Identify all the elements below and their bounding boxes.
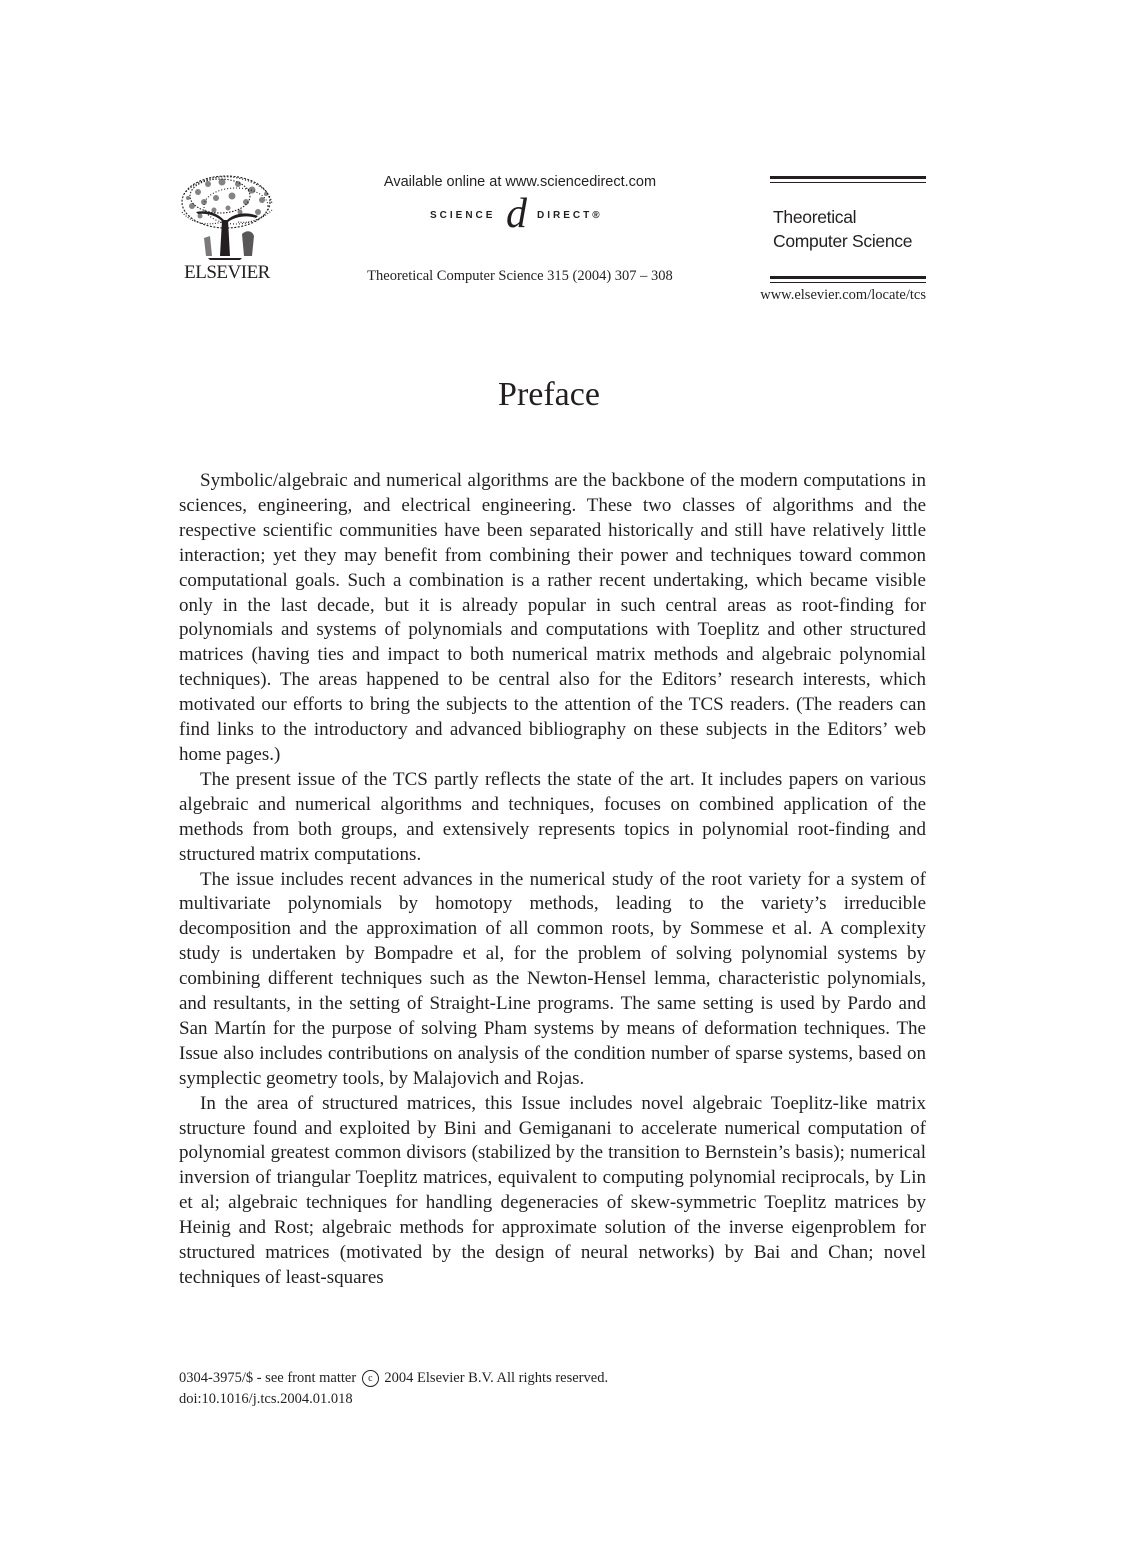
elsevier-logo <box>176 172 278 284</box>
journal-rule-bottom <box>770 276 926 283</box>
journal-url: www.elsevier.com/locate/tcs <box>760 287 926 303</box>
sciencedirect-logo-left: SCIENCE <box>430 210 496 221</box>
sciencedirect-logo-right: DIRECT® <box>537 210 603 221</box>
doi-line: doi:10.1016/j.tcs.2004.01.018 <box>179 1390 353 1407</box>
publisher-name: ELSEVIER <box>184 262 270 283</box>
body-paragraph: The present issue of the TCS partly reflects the state of the art. It includes papers on various algebraic and numerical algorithms and techniques, focuses on combined application of the methods from both groups, and extensively represents topics in polynomial root-finding and structured matrix computations. <box>179 768 926 865</box>
body-paragraph: In the area of structured matrices, this Issue includes novel algebraic Toeplitz-like matrix structure found and exploited by Bini and Gemiganani to accelerate numerical computation of polynomial greatest common divisors (stabilized by the transition to Bernstein’s basis); numerical inversion of triangular Toeplitz matrices, equivalent to computing polynomial reciprocals, by Lin et al; algebraic techniques for handling degeneracies of skew-symmetric Toeplitz matrices by Heinig and Rost; algebraic methods for approximate solution of the inverse eigenproblem for structured matrices (motivated by the design of neural networks) by Bai and Chan; novel techniques of least-squares <box>179 1092 926 1288</box>
copyright-text: 2004 Elsevier B.V. All rights reserved. <box>384 1370 609 1386</box>
elsevier-tree-icon <box>178 172 276 260</box>
page-title: Preface <box>498 376 600 413</box>
available-online-notice: Available online at www.sciencedirect.com <box>383 174 657 190</box>
sciencedirect-logo <box>420 191 620 237</box>
copyright-icon: c <box>362 1370 379 1387</box>
article-header <box>0 0 1134 320</box>
journal-title-line-2: Computer Science <box>773 231 913 251</box>
body-paragraph: Symbolic/algebraic and numerical algorithms are the backbone of the modern computations in sciences, engineering, and electrical engineering. These two classes of algorithms and the respective scientific communities have been separated historically and still have relatively little interaction; yet they may benefit from combining their power and techniques toward common computational goals. Such a combination is a rather recent undertaking, which became visible only in the last decade, but it is already popular in such central areas as root-finding for polynomials and systems of polynomials and computations with Toeplitz and other structured matrices (having ties and impact to both numerical matrix methods and algebraic polynomial techniques). The areas happened to be central also for the Editors’ research interests, which motivated our efforts to bring the subjects to the attention of the TCS readers. (The readers can find links to the introductory and advanced bibliography on these subjects in the Editors’ web home pages.) <box>179 470 926 765</box>
body-paragraph: The issue includes recent advances in the numerical study of the root variety for a system of multivariate polynomials by homotopy methods, leading to the variety’s irreducible decomposition and the approximation of all common roots, by Sommese et al. A complexity study is undertaken by Bompadre et al, for the problem of solving polynomial systems by combining different techniques such as the Newton-Hensel lemma, characteristic polynomials, and resultants, in the setting of Straight-Line programs. The same setting is used by Pardo and San Martín for the purpose of solving Pham systems by means of deformation techniques. The Issue also includes contributions on analysis of the condition number of sparse systems, based on symplectic geometry tools, by Malajovich and Rojas. <box>179 868 926 1089</box>
journal-brand <box>760 176 926 312</box>
issn-text: 0304-3975/$ - see front matter <box>179 1370 357 1386</box>
journal-rule-top <box>770 176 926 183</box>
journal-citation: Theoretical Computer Science 315 (2004) 307 – 308 <box>367 268 673 284</box>
copyright-line <box>179 1368 779 1389</box>
article-footer <box>179 1368 779 1409</box>
article-body <box>179 469 926 1291</box>
sciencedirect-at-icon: d <box>506 191 527 237</box>
journal-title-line-1: Theoretical <box>773 207 857 227</box>
